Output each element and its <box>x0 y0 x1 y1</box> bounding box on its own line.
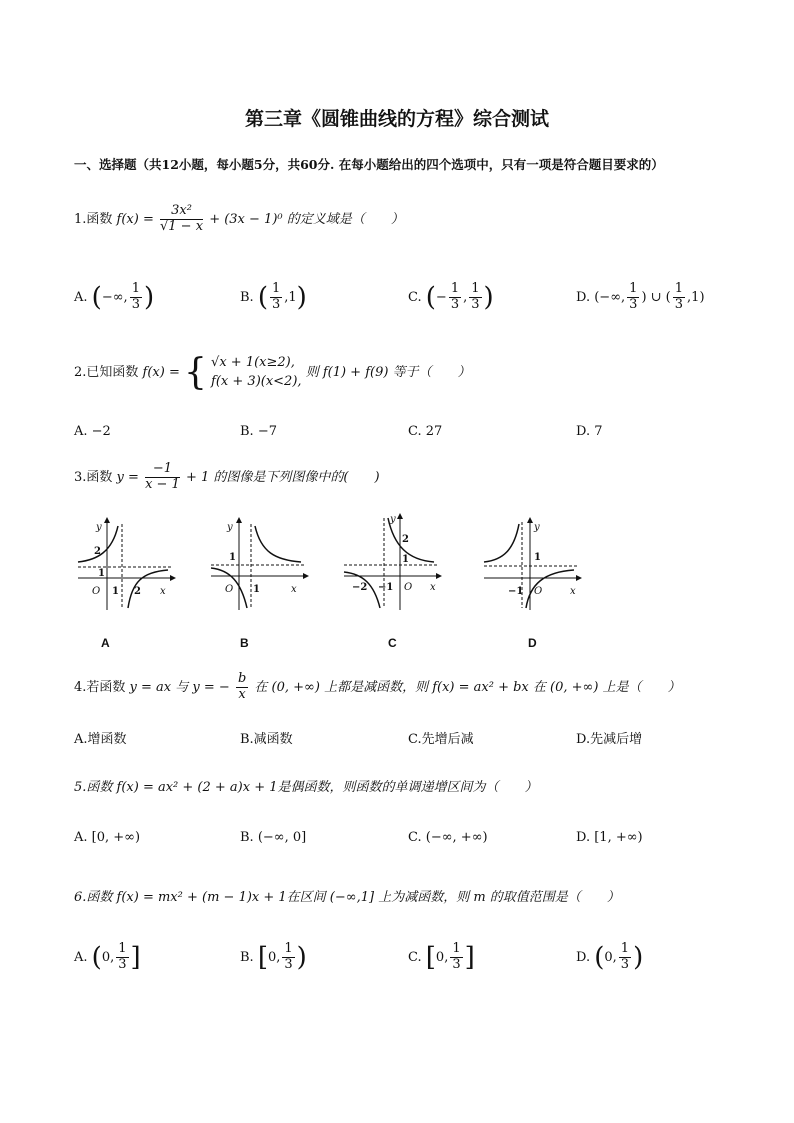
fraction <box>627 282 639 313</box>
y-label: y <box>390 514 396 525</box>
q2-option-a[interactable]: A. −2 <box>74 424 111 439</box>
graph-c[interactable] <box>338 508 448 612</box>
q4-num: b <box>237 671 247 686</box>
q2-func: f(x) = <box>142 365 180 380</box>
x-label: x <box>430 582 436 593</box>
q1-option-b[interactable] <box>240 282 307 313</box>
brace: { <box>184 352 207 393</box>
tick: 1 <box>229 552 236 563</box>
den: 3 <box>118 956 127 972</box>
q3-den: x − 1 <box>145 476 180 492</box>
q6-option-d[interactable] <box>576 942 643 973</box>
den: 3 <box>471 296 480 312</box>
q2-case1: √x + 1(x≥2), <box>211 355 295 371</box>
option-text: 0, <box>604 949 617 965</box>
q6-option-b[interactable] <box>240 942 307 973</box>
fraction <box>450 942 462 973</box>
option-label: A. <box>74 949 88 965</box>
question-3 <box>74 462 380 493</box>
q2-option-c[interactable]: C. 27 <box>408 424 443 439</box>
fraction <box>270 282 282 313</box>
tick: −1 <box>508 586 524 597</box>
q1-option-c[interactable] <box>408 282 494 313</box>
x-label: x <box>291 584 297 595</box>
option-label: B. <box>240 949 254 965</box>
option-label: C. <box>408 949 422 965</box>
option-text: −∞, <box>101 289 128 305</box>
x-label: x <box>570 586 576 597</box>
q3-func: y = <box>116 469 139 485</box>
q4-tail: 在 (0, +∞) 上都是减函数，则 f(x) = ax² + bx 在 (0, +∞) 上是（ ） <box>254 679 681 695</box>
paren: ) <box>143 282 155 313</box>
q3-fraction <box>145 462 180 493</box>
q3-prefix: 3.函数 <box>74 469 113 485</box>
q4-fraction <box>236 672 248 703</box>
origin-label: O <box>404 582 413 593</box>
tick: −1 <box>378 582 394 593</box>
tick: 1 <box>534 552 541 563</box>
graph-b[interactable] <box>205 512 315 612</box>
paren: ) <box>483 282 494 313</box>
tick: −2 <box>352 582 368 593</box>
question-5: 5.函数 f(x) = ax² + (2 + a)x + 1是偶函数，则函数的单调递增区间为（ ） <box>74 780 538 795</box>
q3-num: −1 <box>145 462 180 478</box>
page-title: 第三章《圆锥曲线的方程》综合测试 <box>244 108 549 130</box>
question-6: 6.函数 f(x) = mx² + (m − 1)x + 1在区间 (−∞,1] 上为减函数，则 m 的取值范围是（ ） <box>74 890 620 905</box>
x-label: x <box>160 586 166 597</box>
option-text: 0, <box>435 949 449 965</box>
q4-prefix: 4.若函数 <box>74 679 126 695</box>
paren: ) <box>633 942 644 973</box>
num: 1 <box>471 281 480 296</box>
q5-option-a[interactable]: A. [0, +∞) <box>74 830 141 845</box>
section-heading: 一、选择题（共12小题，每小题5分，共60分. 在每小题给出的四个选项中，只有一项是符合题目要求的） <box>74 157 664 172</box>
den: 3 <box>620 956 630 972</box>
graph-label-c: C <box>388 636 397 650</box>
paren: ) <box>296 942 307 973</box>
origin-label: O <box>92 586 101 597</box>
q1-tail: + (3x − 1)⁰ 的定义域是（ ） <box>209 211 404 227</box>
fraction <box>449 282 461 313</box>
tick: 1 <box>112 586 119 597</box>
q1-option-a[interactable] <box>74 282 154 313</box>
num: 1 <box>452 941 461 956</box>
den: 3 <box>284 956 293 972</box>
graph-a[interactable] <box>72 512 182 612</box>
paren: ( <box>91 282 102 313</box>
graph-label-d: D <box>528 636 537 650</box>
q4-option-d[interactable]: D.先减后增 <box>576 732 643 747</box>
paren: ( <box>425 282 436 313</box>
paren: ( <box>257 282 268 313</box>
option-text: − <box>435 289 447 305</box>
tick: 2 <box>94 546 101 557</box>
question-4 <box>74 672 681 703</box>
question-1 <box>74 204 404 235</box>
option-text: ,1 <box>284 289 297 305</box>
num: 1 <box>629 281 638 296</box>
y-label: y <box>96 522 102 533</box>
option-text: ) ∪ ( <box>641 289 671 305</box>
q6-option-c[interactable] <box>408 942 475 973</box>
paren: ] <box>130 942 141 973</box>
q2-case2: f(x + 3)(x<2), <box>211 373 302 389</box>
q5-option-b[interactable]: B. (−∞, 0] <box>240 830 307 845</box>
q2-prefix: 2.已知函数 <box>74 365 139 380</box>
option-text: ,1) <box>687 289 705 305</box>
fraction <box>130 282 142 313</box>
q1-num: 3x² <box>160 204 203 220</box>
graph-label-a: A <box>101 636 110 650</box>
option-label: D. <box>576 289 591 305</box>
q2-cases <box>211 354 302 390</box>
q5-option-c[interactable]: C. (−∞, +∞) <box>408 830 488 845</box>
paren: ] <box>464 942 475 973</box>
option-label: C. <box>408 289 422 305</box>
q3-tail: + 1 的图像是下列图像中的( ) <box>185 469 380 485</box>
tick: 1 <box>98 568 105 579</box>
paren: [ <box>425 942 436 973</box>
num: 1 <box>450 281 460 296</box>
fraction <box>619 942 631 973</box>
tick: 2 <box>134 586 141 597</box>
q1-prefix: 1.函数 <box>74 211 113 227</box>
option-text: 0, <box>101 949 115 965</box>
option-text: , <box>463 289 468 305</box>
fraction <box>282 942 294 973</box>
den: 3 <box>452 956 461 972</box>
den: 3 <box>271 296 281 312</box>
paren: ( <box>594 942 605 973</box>
y-label: y <box>227 522 233 533</box>
q4-option-a[interactable]: A.增函数 <box>74 732 127 747</box>
q5-option-d[interactable]: D. [1, +∞) <box>576 830 643 845</box>
q1-option-d[interactable] <box>576 282 705 313</box>
paren: ( <box>91 942 102 973</box>
q2-tail: 则 f(1) + f(9) 等于（ ） <box>305 365 471 380</box>
q4-den: x <box>238 686 246 702</box>
den: 3 <box>629 296 638 312</box>
den: 3 <box>131 296 140 312</box>
q1-func: f(x) = <box>116 211 154 227</box>
num: 1 <box>118 941 127 956</box>
q1-fraction <box>160 204 203 235</box>
num: 1 <box>620 941 630 956</box>
option-label: B. <box>240 289 254 305</box>
paren: ) <box>296 282 307 313</box>
q4-part1: y = ax 与 y = − <box>129 679 230 695</box>
graph-d[interactable] <box>478 512 588 612</box>
fraction <box>673 282 685 313</box>
num: 1 <box>284 941 293 956</box>
tick: 1 <box>402 554 409 565</box>
y-label: y <box>534 522 540 533</box>
q4-option-b[interactable]: B.减函数 <box>240 732 293 747</box>
tick: 2 <box>402 534 409 545</box>
fraction <box>116 942 128 973</box>
q2-option-b[interactable]: B. −7 <box>240 424 277 439</box>
origin-label: O <box>534 586 543 597</box>
num: 1 <box>271 281 281 296</box>
q1-den: √1 − x <box>160 218 204 234</box>
q6-option-a[interactable] <box>74 942 141 973</box>
question-2 <box>74 352 471 393</box>
option-text: (−∞, <box>594 289 626 305</box>
option-label: A. <box>74 289 88 305</box>
den: 3 <box>450 296 460 312</box>
origin-label: O <box>225 584 234 595</box>
fraction <box>469 282 481 313</box>
paren: [ <box>257 942 268 973</box>
graph-label-b: B <box>240 636 249 650</box>
tick: 1 <box>253 584 260 595</box>
num: 1 <box>674 281 684 296</box>
q4-option-c[interactable]: C.先增后减 <box>408 732 474 747</box>
option-label: D. <box>576 949 591 965</box>
num: 1 <box>131 281 140 296</box>
q2-option-d[interactable]: D. 7 <box>576 424 603 439</box>
option-text: 0, <box>267 949 281 965</box>
den: 3 <box>674 296 684 312</box>
